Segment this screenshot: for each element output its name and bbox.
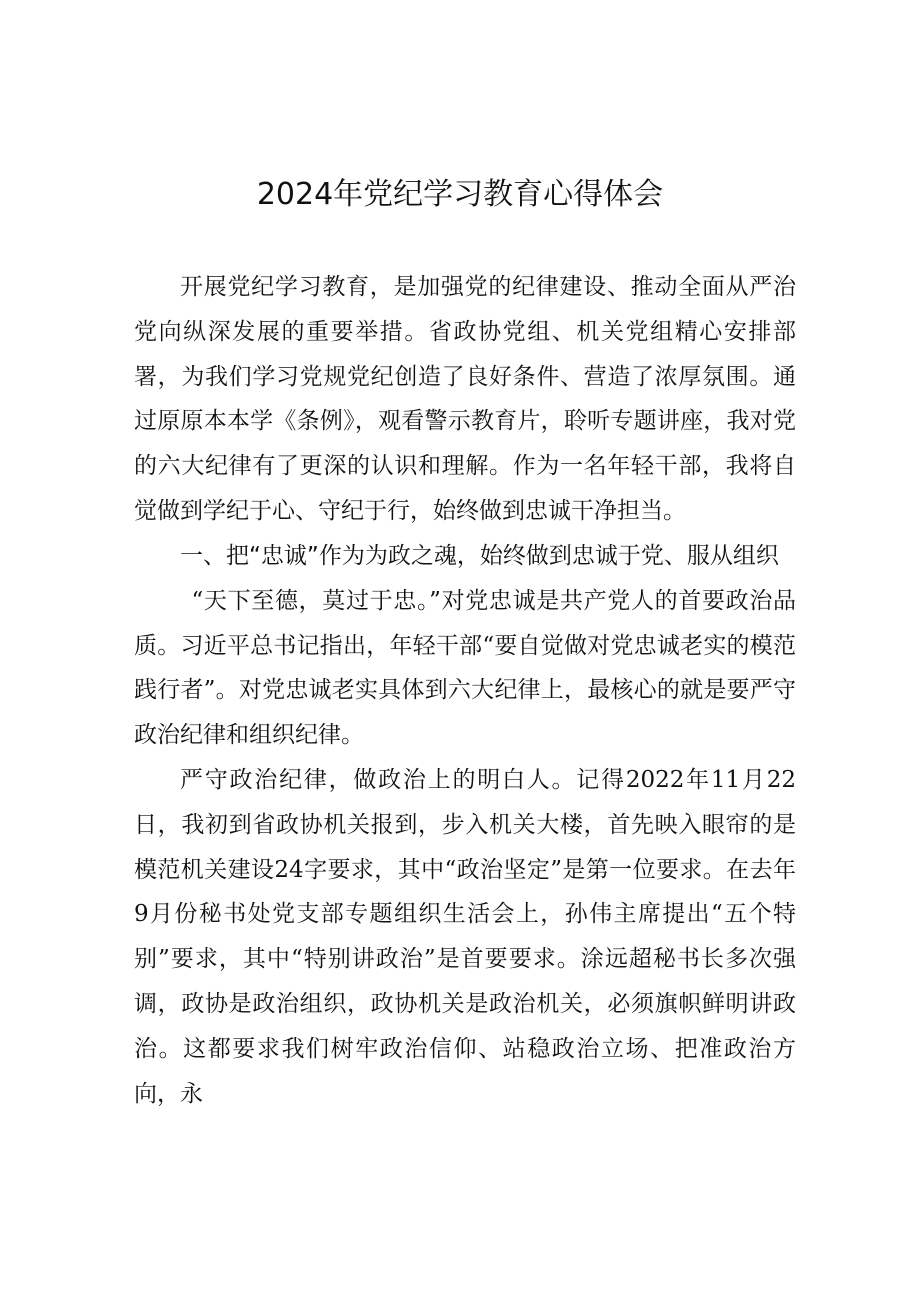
- section-heading: 一、把“忠诚”作为为政之魂，始终做到忠诚于党、服从组织: [180, 542, 779, 569]
- intro-paragraph: 开展党纪学习教育，是加强党的纪律建设、推动全面从严治党向纵深发展的重要举措。省政协党组、机关党组精心安排部署，为我们学习党规党纪创造了良好条件、营造了浓厚氛围。通过原原本本学《条例》，观看警示教育片，聆听专题讲座，我对党的六大纪律有了更深的认识和理解。作为一名年轻干部，我将自觉做到学纪于心、守纪于行，始终做到忠诚干净担当。: [134, 274, 796, 524]
- document-body: [134, 265, 796, 1116]
- section-paragraph-political-discipline: 严守政治纪律，做政治上的明白人。记得2022年11月22日，我初到省政协机关报到，步入机关大楼，首先映入眼帘的是模范机关建设24字要求，其中“政治坚定”是第一位要求。在去年9月份秘书处党支部专题组织生活会上，孙伟主席提出“五个特别”要求，其中“特别讲政治”是首要要求。涂远超秘书长多次强调，政协是政治组织，政协机关是政治机关，必须旗帜鲜明讲政治。这都要求我们树牢政治信仰、站稳政治立场、把准政治方向，永: [134, 766, 796, 1107]
- section-paragraph-loyalty: “天下至德，莫过于忠。”对党忠诚是共产党人的首要政治品质。习近平总书记指出，年轻干部“要自觉做对党忠诚老实的模范践行者”。对党忠诚老实具体到六大纪律上，最核心的就是要严守政治纪律和组织纪律。: [134, 587, 796, 749]
- document-title: 2024年党纪学习教育心得体会: [256, 177, 664, 212]
